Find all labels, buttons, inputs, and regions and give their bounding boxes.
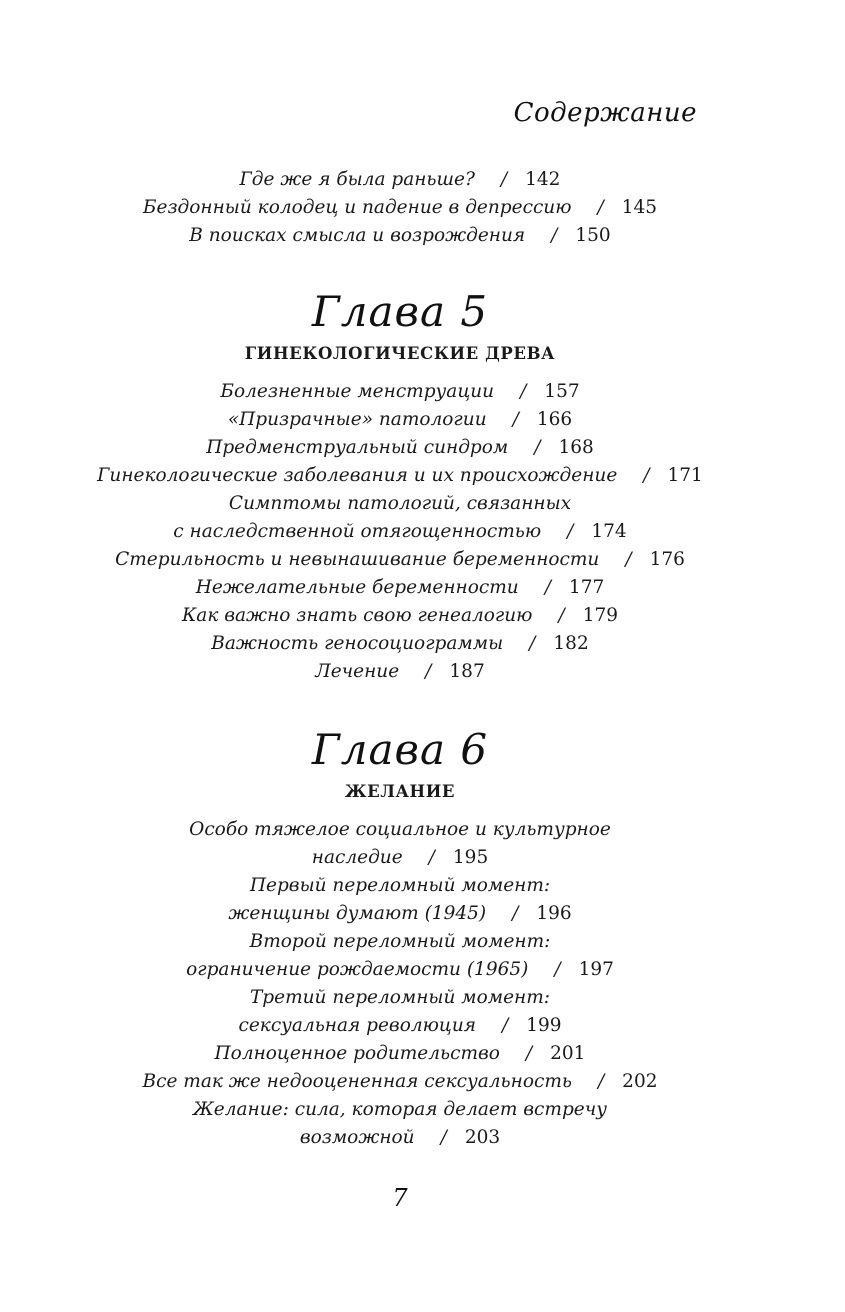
toc-separator: / (554, 959, 561, 980)
toc-entry-title-line1: Желание: сила, которая делает встречу (193, 1099, 607, 1120)
toc-separator: / (558, 605, 565, 626)
toc-separator: / (520, 381, 527, 402)
toc-separator: / (500, 169, 508, 190)
toc-separator: / (425, 661, 432, 682)
toc-entry[interactable] (0, 574, 800, 602)
toc-entry[interactable] (0, 546, 800, 574)
toc-entry-page: 177 (568, 577, 605, 598)
toc-entry-page: 168 (558, 437, 594, 458)
chapter-heading: Глава 5 (311, 287, 489, 336)
toc-entry-title: ограничение рождаемости (1965) (186, 959, 529, 980)
toc-separator: / (501, 1015, 509, 1036)
toc-entry-page: 195 (452, 847, 489, 868)
toc-entry-page: 157 (544, 381, 580, 402)
toc-separator: / (597, 1071, 605, 1092)
toc-entry-title: Гинекологические заболевания и их происхождение (97, 465, 618, 486)
toc-entry[interactable] (0, 1096, 800, 1152)
toc-separator: / (551, 225, 558, 246)
toc-separator: / (625, 549, 632, 570)
toc-entry-title: с наследственной отягощенностью (173, 521, 542, 542)
toc-entry[interactable] (0, 928, 800, 984)
toc-entry-title: Важность геносоциограммы (211, 633, 504, 654)
toc-entry[interactable] (0, 1068, 800, 1096)
toc-entry-page: 203 (464, 1127, 501, 1148)
toc-separator: / (440, 1127, 447, 1148)
toc-entry[interactable] (0, 602, 800, 630)
toc-entry-page: 202 (622, 1071, 658, 1092)
toc-entry-title-line1: Первый переломный момент: (249, 875, 551, 896)
toc-entry-title: женщины думают (1945) (228, 903, 487, 924)
toc-entry-title: Стерильность и невынашивание беременности (115, 549, 600, 570)
toc-entry-page: 142 (525, 169, 561, 190)
toc-entry[interactable] (0, 434, 800, 462)
toc-entry-title-line1: Симптомы патологий, связанных (228, 493, 572, 514)
toc-entry[interactable] (0, 378, 800, 406)
toc-entry-title: наследие (311, 847, 403, 868)
chapter-heading: Глава 6 (311, 725, 489, 774)
toc-entry-page: 174 (591, 521, 627, 542)
toc-entry-title: Полноценное родительство (214, 1043, 500, 1064)
page-number: 7 (392, 1184, 408, 1212)
toc-separator: / (567, 521, 574, 542)
toc-entry-title: Как важно знать свою генеалогию (181, 605, 533, 626)
toc-entry[interactable] (0, 658, 800, 686)
toc-entry[interactable] (0, 630, 800, 658)
toc-entry-page: 145 (621, 197, 658, 218)
toc-entry-title: Все так же недооцененная сексуальность (142, 1071, 572, 1092)
toc-separator: / (534, 437, 541, 458)
toc-entry[interactable] (0, 222, 800, 250)
toc-entry-title: Лечение (315, 661, 400, 682)
toc-entry-page: 196 (536, 903, 572, 924)
toc-entry-title-line1: Особо тяжелое социальное и культурное (189, 819, 611, 840)
toc-entry-page: 197 (578, 959, 614, 980)
chapter-5-section (0, 284, 800, 686)
toc-entry-title: Нежелательные беременности (195, 577, 519, 598)
toc-entry[interactable] (0, 166, 800, 194)
toc-entry-title: В поисках смысла и возрождения (189, 225, 526, 246)
toc-separator: / (525, 1043, 533, 1064)
toc-entry[interactable] (0, 984, 800, 1040)
toc-separator: / (512, 903, 519, 924)
chapter-subtitle: ГИНЕКОЛОГИЧЕСКИЕ ДРЕВА (244, 344, 556, 363)
toc-entry-title-line1: Третий переломный момент: (249, 987, 551, 1008)
toc-entry-title: Предменструальный синдром (206, 437, 509, 458)
toc-separator: / (544, 577, 551, 598)
toc-entry[interactable] (0, 406, 800, 434)
toc-entry-title: Болезненные менструации (220, 381, 495, 402)
toc-separator: / (597, 197, 604, 218)
toc-entry-page: 187 (449, 661, 485, 682)
toc-separator: / (643, 465, 650, 486)
toc-entry-title: «Призрачные» патологии (227, 409, 487, 430)
toc-entry[interactable] (0, 816, 800, 872)
toc-entry-page: 182 (553, 633, 589, 654)
chapter-6-section (0, 722, 800, 1152)
toc-entry[interactable] (0, 194, 800, 222)
toc-entry-page: 166 (536, 409, 573, 430)
toc-entry-title: сексуальная революция (238, 1015, 476, 1036)
toc-separator: / (428, 847, 435, 868)
toc-entry-page: 199 (526, 1015, 562, 1036)
toc-separator: / (512, 409, 519, 430)
running-head: Содержание (513, 98, 697, 128)
toc-entry-page: 171 (667, 465, 703, 486)
toc-entry-title: Где же я была раньше? (239, 169, 475, 190)
toc-entry-page: 179 (582, 605, 619, 626)
toc-separator: / (529, 633, 536, 654)
toc-entry-page: 150 (575, 225, 611, 246)
toc-entry[interactable] (0, 872, 800, 928)
toc-entry-page: 201 (550, 1043, 586, 1064)
toc-entry-page: 176 (649, 549, 685, 570)
toc-entry-title-line1: Второй переломный момент: (249, 931, 551, 952)
toc-entry[interactable] (0, 462, 800, 490)
chapter-subtitle: ЖЕЛАНИЕ (344, 782, 456, 801)
toc-entry-title: возможной (299, 1127, 415, 1148)
toc-entry[interactable] (0, 1040, 800, 1068)
toc-group-top (0, 166, 800, 250)
toc-entry-title: Бездонный колодец и падение в депрессию (142, 197, 572, 218)
toc-entry[interactable] (0, 490, 800, 546)
